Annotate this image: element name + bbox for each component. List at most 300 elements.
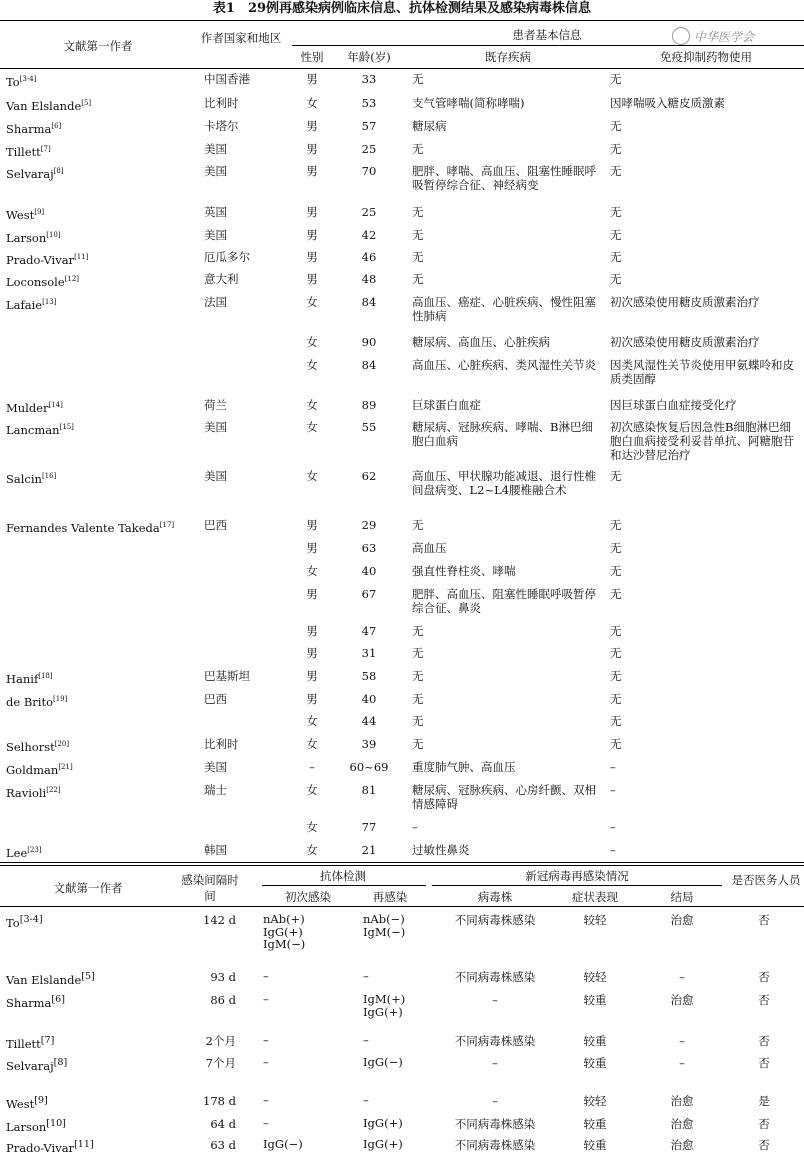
- reference-marker: [21]: [58, 763, 73, 771]
- author-name: de Brito: [6, 694, 53, 709]
- author-cell: [6, 119, 196, 136]
- healthcare-worker-cell: 否: [758, 1138, 770, 1152]
- author-cell: [6, 72, 196, 89]
- outcome-cell: 治愈: [670, 913, 694, 927]
- t1-header-subrule: [292, 45, 804, 46]
- sex-cell: 男: [306, 119, 318, 133]
- immunosuppressant-cell: 因类风湿性关节炎使用甲氨蝶呤和皮质类固醇: [610, 358, 794, 386]
- age-cell: 33: [361, 72, 377, 86]
- healthcare-worker-cell: 否: [758, 913, 770, 927]
- comorbidity-cell: 糖尿病: [412, 119, 447, 133]
- t2-header-strain: 病毒株: [477, 890, 513, 904]
- strain-cell: –: [492, 1056, 498, 1070]
- strain-cell: 不同病毒株感染: [454, 913, 536, 927]
- comorbidity-cell: 高血压、甲状腺功能减退、退行性椎间盘病变、L2~L4腰椎融合术: [412, 469, 596, 497]
- interval-cell: 86 d: [210, 993, 236, 1007]
- comorbidity-cell: 高血压、心脏疾病、类风湿性关节炎: [412, 358, 596, 372]
- country-cell: 比利时: [204, 96, 239, 110]
- reinfection-antibody-cell: –: [363, 1033, 369, 1047]
- author-name: Ravioli: [6, 785, 47, 800]
- immunosuppressant-cell: 无: [610, 272, 622, 286]
- age-cell: 47: [361, 624, 377, 638]
- author-name: Lancman: [6, 422, 60, 437]
- immunosuppressant-cell: 无: [610, 164, 622, 178]
- reference-marker: [6]: [51, 122, 62, 130]
- t2-reinfection-subrule: [432, 885, 722, 886]
- sex-cell: 男: [306, 164, 318, 178]
- sex-cell: 女: [306, 96, 318, 110]
- reference-marker: [9]: [34, 208, 45, 216]
- sex-cell: 女: [306, 358, 318, 372]
- author-cell: [6, 420, 196, 437]
- strain-cell: –: [492, 1094, 498, 1108]
- sex-cell: 女: [306, 564, 318, 578]
- immunosuppressant-cell: –: [610, 760, 616, 774]
- reference-marker: [17]: [159, 521, 175, 529]
- first-infection-antibody-cell: nAb(+) IgG(+) IgM(−): [263, 912, 306, 951]
- comorbidity-cell: 无: [412, 737, 424, 751]
- author-name: Selhorst: [6, 739, 55, 754]
- strain-cell: 不同病毒株感染: [454, 1034, 536, 1048]
- country-cell: 美国: [204, 420, 227, 434]
- strain-cell: 不同病毒株感染: [454, 1117, 536, 1131]
- author-name: Larson: [6, 1119, 47, 1134]
- comorbidity-cell: 无: [412, 624, 424, 638]
- comorbidity-cell: 过敏性鼻炎: [412, 843, 470, 857]
- sex-cell: 男: [306, 250, 318, 264]
- reference-marker: [11]: [74, 253, 89, 261]
- age-cell: 57: [361, 119, 377, 133]
- sex-cell: 男: [306, 692, 318, 706]
- reinfection-antibody-cell: IgG(+): [363, 1137, 403, 1151]
- author-name: Sharma: [6, 995, 52, 1010]
- sex-cell: 女: [306, 783, 318, 797]
- author-cell: [6, 737, 196, 754]
- author-cell: [6, 96, 196, 113]
- age-cell: 81: [361, 783, 377, 797]
- reinfection-antibody-cell: IgG(+): [363, 1116, 403, 1130]
- reference-marker: [8]: [53, 1057, 68, 1068]
- author-name: Lee: [6, 845, 28, 860]
- country-cell: 意大利: [204, 272, 239, 286]
- healthcare-worker-cell: 是: [758, 1094, 770, 1108]
- sex-cell: 男: [306, 272, 318, 286]
- age-cell: 55: [361, 420, 377, 434]
- author-name: Prado-Vivar: [6, 252, 75, 267]
- strain-cell: 不同病毒株感染: [454, 1138, 536, 1152]
- immunosuppressant-cell: 无: [610, 646, 622, 660]
- author-name: Van Elslande: [6, 98, 82, 113]
- author-name: Mulder: [6, 400, 49, 415]
- sex-cell: 女: [306, 737, 318, 751]
- country-cell: 中国香港: [204, 72, 250, 86]
- outcome-cell: 治愈: [670, 993, 694, 1007]
- table1-bottom-rule: [0, 862, 804, 863]
- age-cell: 63: [361, 541, 377, 555]
- sex-cell: 男: [306, 669, 318, 683]
- interval-cell: 142 d: [203, 913, 236, 927]
- age-cell: 60~69: [349, 760, 389, 774]
- reference-marker: [23]: [27, 846, 42, 854]
- t1-header-sex: 性别: [300, 50, 324, 64]
- comorbidity-cell: 无: [412, 72, 424, 86]
- country-cell: 比利时: [204, 737, 239, 751]
- age-cell: 77: [361, 820, 377, 834]
- author-name: Larson: [6, 230, 47, 245]
- country-cell: 法国: [204, 295, 227, 309]
- symptom-cell: 较重: [583, 1056, 607, 1070]
- age-cell: 84: [361, 358, 377, 372]
- immunosuppressant-cell: 初次感染使用糖皮质激素治疗: [610, 335, 760, 349]
- reinfection-antibody-cell: –: [363, 1093, 369, 1107]
- immunosuppressant-cell: –: [610, 820, 616, 834]
- author-cell: [6, 970, 176, 987]
- comorbidity-cell: 无: [412, 250, 424, 264]
- age-cell: 90: [361, 335, 377, 349]
- comorbidity-cell: 糖尿病、冠脉疾病、心房纤颤、双相情感障碍: [412, 783, 596, 811]
- age-cell: 53: [361, 96, 377, 110]
- comorbidity-cell: 重度肺气肿、高血压: [412, 760, 516, 774]
- reference-marker: [18]: [38, 672, 53, 680]
- reference-marker: [5]: [81, 99, 92, 107]
- outcome-cell: –: [679, 1034, 685, 1048]
- author-name: West: [6, 1096, 35, 1111]
- reference-marker: [20]: [54, 740, 70, 748]
- author-cell: [6, 993, 176, 1010]
- country-cell: 巴西: [204, 518, 227, 532]
- symptom-cell: 较重: [583, 1117, 607, 1131]
- country-cell: 韩国: [204, 843, 227, 857]
- reference-marker: [3-4]: [19, 914, 43, 925]
- author-name: Prado-Vivar: [6, 1140, 75, 1155]
- healthcare-worker-cell: 否: [758, 1034, 770, 1048]
- immunosuppressant-cell: 无: [610, 119, 622, 133]
- author-cell: [6, 295, 196, 312]
- comorbidity-cell: 高血压: [412, 541, 447, 555]
- comorbidity-cell: 支气管哮喘(简称哮喘): [412, 96, 525, 110]
- reference-marker: [19]: [53, 695, 68, 703]
- age-cell: 84: [361, 295, 377, 309]
- symptom-cell: 较轻: [583, 913, 607, 927]
- author-name: Van Elslande: [6, 972, 82, 987]
- author-cell: [6, 272, 196, 289]
- age-cell: 31: [361, 646, 377, 660]
- author-name: To: [6, 915, 20, 930]
- reference-marker: [3-4]: [19, 75, 37, 83]
- symptom-cell: 较重: [583, 1138, 607, 1152]
- t2-header-bottom-rule: [0, 906, 804, 907]
- reference-marker: [13]: [42, 298, 57, 306]
- country-cell: 卡塔尔: [204, 119, 239, 133]
- age-cell: 48: [361, 272, 377, 286]
- age-cell: 40: [361, 692, 377, 706]
- t2-header-outcome: 结局: [670, 890, 694, 904]
- interval-cell: 93 d: [210, 970, 236, 984]
- interval-cell: 64 d: [210, 1117, 236, 1131]
- author-cell: [6, 518, 196, 535]
- t2-header-first: 初次感染: [285, 890, 331, 904]
- author-cell: [6, 760, 196, 777]
- country-cell: 美国: [204, 164, 227, 178]
- immunosuppressant-cell: 初次感染使用糖皮质激素治疗: [610, 295, 760, 309]
- author-name: Hanif: [6, 671, 39, 686]
- comorbidity-cell: 高血压、癌症、心脏疾病、慢性阻塞性肺病: [412, 295, 596, 323]
- t1-header-bottom-rule: [0, 68, 804, 69]
- author-name: West: [6, 207, 35, 222]
- symptom-cell: 较重: [583, 1034, 607, 1048]
- symptom-cell: 较重: [583, 993, 607, 1007]
- country-cell: 荷兰: [204, 398, 227, 412]
- logo-text: 中华医学会: [694, 29, 755, 44]
- comorbidity-cell: 巨球蛋白血症: [412, 398, 481, 412]
- reference-marker: [6]: [51, 994, 65, 1005]
- reference-marker: [12]: [64, 275, 80, 283]
- immunosuppressant-cell: 无: [610, 692, 622, 706]
- interval-cell: 7个月: [205, 1056, 236, 1070]
- t1-header-patient-info: 患者基本信息: [512, 28, 582, 42]
- age-cell: 70: [361, 164, 377, 178]
- sex-cell: 女: [306, 420, 318, 434]
- symptom-cell: 较轻: [583, 970, 607, 984]
- comorbidity-cell: 无: [412, 714, 424, 728]
- immunosuppressant-cell: 无: [610, 541, 622, 555]
- immunosuppressant-cell: –: [610, 783, 616, 797]
- first-infection-antibody-cell: –: [263, 992, 269, 1006]
- sex-cell: 男: [306, 205, 318, 219]
- t1-header-author: 文献第一作者: [63, 39, 133, 53]
- symptom-cell: 较轻: [583, 1094, 607, 1108]
- table1-top-rule: [0, 20, 804, 21]
- sex-cell: 男: [306, 142, 318, 156]
- country-cell: 巴基斯坦: [204, 669, 250, 683]
- interval-cell: 63 d: [210, 1138, 236, 1152]
- age-cell: 39: [361, 737, 377, 751]
- t2-header-re: 再感染: [372, 890, 408, 904]
- author-name: To: [6, 74, 20, 89]
- healthcare-worker-cell: 否: [758, 993, 770, 1007]
- age-cell: 62: [361, 469, 377, 483]
- outcome-cell: 治愈: [670, 1117, 694, 1131]
- sex-cell: 女: [306, 335, 318, 349]
- strain-cell: 不同病毒株感染: [454, 970, 536, 984]
- author-name: Loconsole: [6, 274, 65, 289]
- reinfection-antibody-cell: nAb(−) IgM(−): [363, 912, 406, 939]
- reference-marker: [10]: [46, 231, 61, 239]
- author-name: Fernandes Valente Takeda: [6, 520, 160, 535]
- reference-marker: [5]: [81, 971, 95, 982]
- reinfection-antibody-cell: IgG(−): [363, 1055, 403, 1069]
- author-cell: [6, 205, 196, 222]
- outcome-cell: 治愈: [670, 1094, 694, 1108]
- immunosuppressant-cell: 无: [610, 250, 622, 264]
- reference-marker: [22]: [46, 786, 61, 794]
- sex-cell: 女: [306, 469, 318, 483]
- comorbidity-cell: 肥胖、高血压、阻塞性睡眠呼吸暂停综合征、鼻炎: [412, 587, 596, 615]
- age-cell: 21: [361, 843, 377, 857]
- outcome-cell: 治愈: [670, 1138, 694, 1152]
- first-infection-antibody-cell: –: [263, 1116, 269, 1130]
- table2-top-rule: [0, 865, 804, 866]
- t2-antibody-subrule: [262, 885, 426, 886]
- sex-cell: 男: [306, 72, 318, 86]
- author-cell: [6, 250, 196, 267]
- immunosuppressant-cell: 因哮喘吸入糖皮质激素: [610, 96, 725, 110]
- sex-cell: 男: [306, 541, 318, 555]
- country-cell: 瑞士: [204, 783, 227, 797]
- sex-cell: 女: [306, 820, 318, 834]
- age-cell: 40: [361, 564, 377, 578]
- sex-cell: 男: [306, 228, 318, 242]
- comorbidity-cell: –: [412, 820, 418, 834]
- author-name: Lafaie: [6, 297, 43, 312]
- age-cell: 67: [361, 587, 377, 601]
- immunosuppressant-cell: 无: [610, 564, 622, 578]
- author-cell: [6, 843, 196, 860]
- healthcare-worker-cell: 否: [758, 970, 770, 984]
- immunosuppressant-cell: 无: [610, 587, 622, 601]
- author-name: Selvaraj: [6, 166, 54, 181]
- author-cell: [6, 1138, 176, 1155]
- sex-cell: 女: [306, 843, 318, 857]
- comorbidity-cell: 无: [412, 692, 424, 706]
- immunosuppressant-cell: 因巨球蛋白血症接受化疗: [610, 398, 737, 412]
- sex-cell: 男: [306, 624, 318, 638]
- comorbidity-cell: 糖尿病、冠脉疾病、哮喘、B淋巴细胞白血病: [412, 420, 593, 448]
- immunosuppressant-cell: 无: [610, 624, 622, 638]
- age-cell: 46: [361, 250, 377, 264]
- comorbidity-cell: 无: [412, 646, 424, 660]
- country-cell: 厄瓜多尔: [204, 250, 250, 264]
- immunosuppressant-cell: 无: [610, 228, 622, 242]
- country-cell: 美国: [204, 760, 227, 774]
- country-cell: 美国: [204, 228, 227, 242]
- reference-marker: [16]: [41, 472, 57, 480]
- reinfection-antibody-cell: IgM(+) IgG(+): [363, 992, 406, 1019]
- reference-marker: [14]: [48, 401, 63, 409]
- table-caption: 表1 29例再感染病例临床信息、抗体检测结果及感染病毒株信息: [212, 1, 592, 16]
- author-cell: [6, 1094, 176, 1111]
- author-name: Sharma: [6, 121, 52, 136]
- comorbidity-cell: 糖尿病、高血压、心脏疾病: [412, 335, 550, 349]
- immunosuppressant-cell: 无: [610, 714, 622, 728]
- comorbidity-cell: 无: [412, 272, 424, 286]
- age-cell: 29: [361, 518, 377, 532]
- interval-cell: 178 d: [203, 1094, 236, 1108]
- author-cell: [6, 692, 196, 709]
- reinfection-antibody-cell: –: [363, 969, 369, 983]
- healthcare-worker-cell: 否: [758, 1117, 770, 1131]
- first-infection-antibody-cell: –: [263, 1055, 269, 1069]
- t2-header-hcw: 是否医务人员: [731, 873, 801, 887]
- comorbidity-cell: 无: [412, 228, 424, 242]
- t1-header-age: 年龄(岁): [347, 50, 391, 64]
- sex-cell: 女: [306, 714, 318, 728]
- country-cell: 美国: [204, 142, 227, 156]
- immunosuppressant-cell: 初次感染恢复后因急性B细胞淋巴细胞白血病接受利妥昔单抗、阿糖胞苷和达沙替尼治疗: [610, 420, 794, 462]
- age-cell: 25: [361, 205, 377, 219]
- immunosuppressant-cell: 无: [610, 469, 622, 483]
- sex-cell: 男: [306, 518, 318, 532]
- author-cell: [6, 228, 196, 245]
- first-infection-antibody-cell: –: [263, 1093, 269, 1107]
- author-cell: [6, 398, 196, 415]
- sex-cell: –: [309, 760, 315, 774]
- reference-marker: [9]: [34, 1095, 48, 1106]
- immunosuppressant-cell: 无: [610, 737, 622, 751]
- first-infection-antibody-cell: IgG(−): [263, 1137, 303, 1151]
- reference-marker: [7]: [40, 145, 51, 153]
- immunosuppressant-cell: –: [610, 843, 616, 857]
- author-cell: [6, 669, 196, 686]
- author-name: Tillett: [6, 144, 41, 159]
- comorbidity-cell: 肥胖、哮喘、高血压、阻塞性睡眠呼吸暂停综合征、神经病变: [412, 164, 596, 192]
- immunosuppressant-cell: 无: [610, 142, 622, 156]
- author-name: Goldman: [6, 762, 59, 777]
- comorbidity-cell: 无: [412, 669, 424, 683]
- author-cell: [6, 142, 196, 159]
- first-infection-antibody-cell: –: [263, 1033, 269, 1047]
- age-cell: 89: [361, 398, 377, 412]
- first-infection-antibody-cell: –: [263, 969, 269, 983]
- t2-header-symptom: 症状表现: [572, 890, 618, 904]
- sex-cell: 男: [306, 646, 318, 660]
- reference-marker: [10]: [46, 1118, 66, 1129]
- reference-marker: [15]: [59, 423, 74, 431]
- outcome-cell: –: [679, 970, 685, 984]
- outcome-cell: –: [679, 1056, 685, 1070]
- t1-header-comorbidity: 既存疾病: [485, 50, 531, 64]
- reference-marker: [7]: [40, 1035, 55, 1046]
- author-cell: [6, 1056, 176, 1073]
- strain-cell: –: [492, 993, 498, 1007]
- country-cell: 美国: [204, 469, 227, 483]
- t1-header-country: 作者国家和地区: [200, 31, 282, 45]
- author-name: Salcin: [6, 471, 42, 486]
- healthcare-worker-cell: 否: [758, 1056, 770, 1070]
- comorbidity-cell: 强直性脊柱炎、哮喘: [412, 564, 516, 578]
- t2-header-reinfection: 新冠病毒再感染情况: [525, 869, 629, 883]
- immunosuppressant-cell: 无: [610, 205, 622, 219]
- author-cell: [6, 164, 196, 181]
- country-cell: 巴西: [204, 692, 227, 706]
- t1-header-immuno: 免疫抑制药物使用: [660, 50, 752, 64]
- reference-marker: [11]: [74, 1139, 94, 1150]
- sex-cell: 男: [306, 587, 318, 601]
- author-name: Selvaraj: [6, 1058, 54, 1073]
- age-cell: 44: [361, 714, 377, 728]
- comorbidity-cell: 无: [412, 142, 424, 156]
- country-cell: 英国: [204, 205, 227, 219]
- author-cell: [6, 783, 196, 800]
- author-cell: [6, 469, 196, 486]
- author-name: Tillett: [6, 1036, 41, 1051]
- sex-cell: 女: [306, 398, 318, 412]
- author-cell: [6, 1117, 176, 1134]
- age-cell: 42: [361, 228, 377, 242]
- sex-cell: 女: [306, 295, 318, 309]
- t2-header-author: 文献第一作者: [53, 881, 123, 895]
- interval-cell: 2个月: [205, 1034, 236, 1048]
- author-cell: [6, 913, 176, 930]
- immunosuppressant-cell: 无: [610, 72, 622, 86]
- age-cell: 58: [361, 669, 377, 683]
- age-cell: 25: [361, 142, 377, 156]
- reference-marker: [8]: [53, 167, 64, 175]
- author-cell: [6, 1034, 176, 1051]
- t2-header-antibody: 抗体检测: [320, 869, 366, 883]
- comorbidity-cell: 无: [412, 205, 424, 219]
- t2-header-interval: 感染间隔时间: [181, 873, 239, 903]
